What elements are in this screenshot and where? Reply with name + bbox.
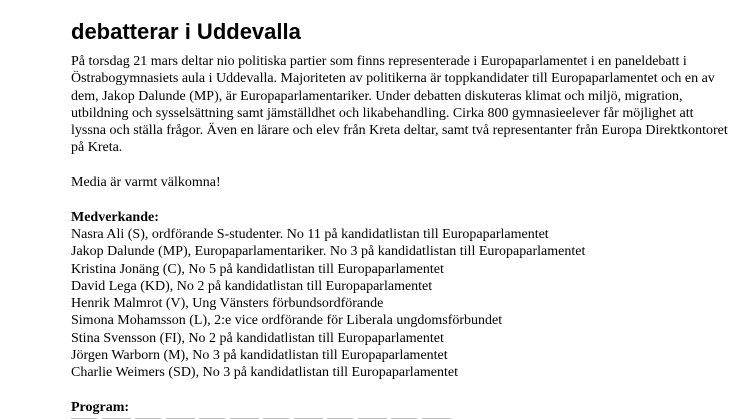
participant-item: Charlie Weimers (SD), No 3 på kandidatlistan till Europaparlamentet xyxy=(71,365,459,381)
participant-item: Kristina Jonäng (C), No 5 på kandidatlistan till Europaparlamentet xyxy=(71,261,444,277)
body-text xyxy=(71,53,731,419)
participant-item: Stina Svensson (FI), No 2 på kandidatlistan till Europaparlamentet xyxy=(71,330,444,346)
participant-item: Simona Mohamsson (L), 2:e vice ordförande för Liberala ungdomsförbundet xyxy=(71,313,503,329)
program-heading: Program: xyxy=(71,399,130,415)
participant-item: David Lega (KD), No 2 på kandidatlistan till Europaparlamentet xyxy=(71,278,433,294)
participant-item: Henrik Malmrot (V), Ung Vänsters förbundsordförande xyxy=(71,296,384,312)
participant-item: Jakop Dalunde (MP), Europaparlamentariker. No 3 på kandidatlistan till Europaparlamentet xyxy=(71,244,586,260)
headline-line-1 xyxy=(71,0,301,17)
headline-line-2: debatterar i Uddevalla xyxy=(71,19,301,44)
media-welcome: Media är varmt välkomna! xyxy=(71,175,221,191)
headline xyxy=(71,0,301,46)
participant-item: Nasra Ali (S), ordförande S-studenter. No 11 på kandidatlistan till Europaparlamentet xyxy=(71,226,549,242)
participants-list xyxy=(71,226,731,382)
participants-heading: Medverkande: xyxy=(71,209,159,225)
intro-paragraph: På torsdag 21 mars deltar nio politiska partier som finns representerade i Europaparlamentet i en paneldebatt i Östrabogymnasiets aula i Uddevalla. Majoriteten av politikerna är toppkandidater till Europaparlamentet och en av dem, Jakop Dalunde (MP), är Europaparlamentariker. Under debatten diskuteras klimat och miljö, migration, utbildning och sysselsättning samt jämställdhet och likabehandling. Cirka 800 gymnasieelever får möjlighet att lyssna och ställa frågor. Även en lärare och elev från Kreta deltar, samt två representanter från Europa Direktkontoret på Kreta. xyxy=(71,54,728,156)
paragraph-gap xyxy=(71,382,731,399)
paragraph-gap xyxy=(71,157,731,174)
participant-item: Jörgen Warborn (M), No 3 på kandidatlistan till Europaparlamentet xyxy=(71,348,448,364)
paragraph-gap xyxy=(71,191,731,208)
